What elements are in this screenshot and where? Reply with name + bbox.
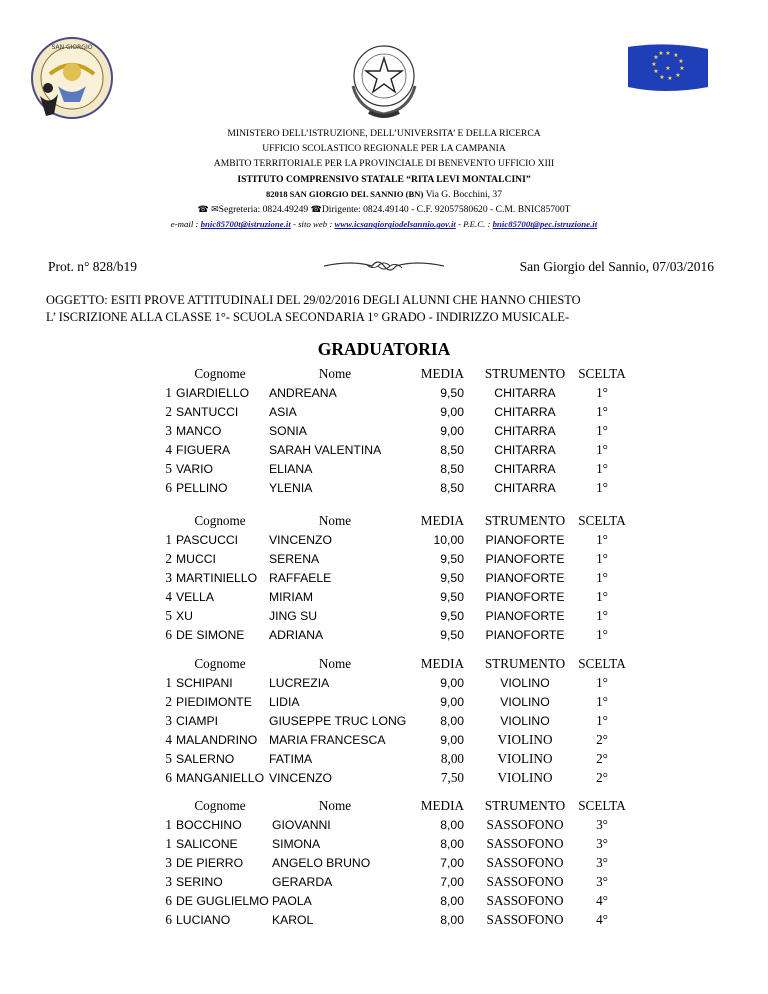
header-cognome: Cognome — [194, 656, 246, 671]
svg-text:★: ★ — [659, 74, 665, 81]
nome: ELIANA — [269, 462, 313, 476]
cognome: DE GUGLIELMO — [176, 894, 269, 908]
rank: 1 — [165, 532, 172, 547]
header-media: MEDIA — [420, 366, 464, 381]
svg-text:★: ★ — [665, 65, 671, 72]
website-link[interactable]: www.icsangiorgiodelsannio.gov.it — [334, 219, 456, 230]
web-label: - sito web : — [290, 219, 335, 230]
rank: 3 — [165, 855, 172, 870]
nome: VINCENZO — [269, 533, 332, 547]
rank: 1 — [165, 836, 172, 851]
protocol-number: Prot. n° 828/b19 — [48, 259, 138, 274]
nome: SARAH VALENTINA — [269, 443, 382, 457]
nome: SIMONA — [272, 837, 321, 851]
table-header — [160, 655, 636, 673]
media: 9,50 — [440, 571, 464, 585]
svg-text:★: ★ — [653, 68, 659, 75]
header-strumento: STRUMENTO — [484, 513, 566, 528]
table-row — [160, 674, 636, 692]
phone-icon: ☎ — [197, 204, 209, 215]
header-scelta: SCELTA — [578, 798, 626, 813]
strumento: CHITARRA — [494, 443, 556, 457]
nome: GIUSEPPE TRUC LONG — [269, 714, 407, 728]
table-row — [160, 712, 636, 730]
nome: KAROL — [272, 913, 314, 927]
email-label: e-mail : — [170, 219, 201, 230]
nome: PAOLA — [272, 894, 312, 908]
rank: 2 — [165, 551, 172, 566]
media: 9,00 — [440, 405, 464, 419]
table-row — [160, 626, 636, 644]
cognome: SERINO — [176, 875, 223, 889]
header-cognome: Cognome — [194, 513, 246, 528]
regional-office-line: UFFICIO SCOLASTICO REGIONALE PER LA CAMPANIA — [262, 143, 506, 155]
scelta: 3° — [596, 874, 608, 889]
secretary-phone: Segreteria: 0824.49249 — [218, 204, 309, 216]
scelta: 1° — [596, 608, 608, 623]
director-phone-codes: Dirigente: 0824.49140 - C.F. 92057580620 - C.M. BNIC85700T — [321, 204, 571, 216]
header-media: MEDIA — [420, 798, 464, 813]
cognome: PIEDIMONTE — [176, 695, 252, 709]
table-row — [160, 854, 636, 872]
ministry-line: MINISTERO DELL’ISTRUZIONE, DELL’UNIVERSITA’ E DELLA RICERCA — [227, 128, 541, 139]
header-nome: Nome — [318, 366, 352, 381]
rank: 5 — [165, 608, 172, 623]
table-row — [160, 441, 636, 459]
school-name: ISTITUTO COMPRENSIVO STATALE “RITA LEVI MONTALCINI” — [237, 173, 531, 185]
rank: 6 — [165, 770, 172, 785]
svg-text:SAN GIORGIO: SAN GIORGIO — [51, 44, 93, 51]
svg-text:★: ★ — [679, 65, 685, 72]
nome: ANGELO BRUNO — [272, 856, 371, 870]
school-city: 82018 SAN GIORGIO DEL SANNIO (BN) — [266, 188, 424, 199]
scelta: 1° — [596, 694, 608, 709]
strumento: PIANOFORTE — [485, 571, 565, 585]
media: 9,00 — [440, 424, 464, 438]
cognome: MARTINIELLO — [176, 571, 258, 585]
svg-text:★: ★ — [653, 54, 659, 61]
table-header — [160, 365, 636, 383]
rank: 1 — [165, 385, 172, 400]
strumento: VIOLINO — [497, 732, 553, 747]
cognome: LUCIANO — [176, 913, 231, 927]
nome: GERARDA — [272, 875, 333, 889]
table-row — [160, 422, 636, 440]
scelta: 3° — [596, 855, 608, 870]
media: 8,00 — [440, 751, 464, 766]
rank: 6 — [165, 627, 172, 642]
pec-label: - P.E.C. : — [455, 219, 493, 230]
media: 9,50 — [440, 609, 464, 623]
media: 7,00 — [440, 875, 464, 889]
scelta: 4° — [596, 912, 608, 927]
cognome: VARIO — [176, 462, 214, 476]
rank: 3 — [165, 423, 172, 438]
phone-icon: ☎ — [310, 204, 322, 215]
scelta: 1° — [596, 570, 608, 585]
nome: MIRIAM — [269, 590, 314, 604]
strumento: CHITARRA — [494, 386, 556, 400]
rank: 3 — [165, 570, 172, 585]
header-scelta: SCELTA — [578, 513, 626, 528]
media: 8,00 — [440, 837, 464, 851]
scelta: 1° — [596, 480, 608, 495]
nome: ASIA — [269, 405, 297, 419]
strumento: SASSOFONO — [486, 893, 564, 908]
school-logo — [30, 36, 114, 120]
strumento: SASSOFONO — [486, 912, 564, 927]
strumento: CHITARRA — [494, 405, 556, 419]
nome: ADRIANA — [269, 628, 324, 642]
header-nome: Nome — [318, 656, 352, 671]
media: 8,00 — [440, 894, 464, 908]
nome: FATIMA — [269, 752, 313, 766]
cognome: VELLA — [176, 590, 214, 604]
media: 9,50 — [440, 628, 464, 642]
fax-icon: ✉ — [211, 204, 219, 215]
media: 9,50 — [440, 552, 464, 566]
svg-text:★: ★ — [675, 72, 681, 79]
subject — [46, 292, 581, 326]
decorative-flourish — [322, 256, 446, 276]
table-row — [160, 569, 636, 587]
strumento: VIOLINO — [500, 676, 550, 690]
rank: 6 — [165, 480, 172, 495]
nome: ANDREANA — [269, 386, 337, 400]
table-row — [160, 550, 636, 568]
nome: LIDIA — [269, 695, 300, 709]
scelta: 1° — [596, 385, 608, 400]
media: 9,00 — [440, 676, 464, 690]
nome: YLENIA — [269, 481, 313, 495]
header-media: MEDIA — [420, 656, 464, 671]
header-cognome: Cognome — [194, 798, 246, 813]
cognome: PELLINO — [176, 481, 228, 495]
strumento: PIANOFORTE — [485, 590, 565, 604]
media: 8,00 — [440, 818, 464, 832]
media: 9,00 — [440, 695, 464, 709]
strumento: SASSOFONO — [486, 817, 564, 832]
cognome: MUCCI — [176, 552, 216, 566]
email-link[interactable]: bnic85700t@istruzione.it — [200, 219, 291, 230]
svg-text:★: ★ — [667, 75, 673, 82]
rank: 4 — [165, 589, 172, 604]
scelta: 2° — [596, 732, 608, 747]
cognome: FIGUERA — [176, 443, 231, 457]
nome: RAFFAELE — [269, 571, 332, 585]
nome: SONIA — [269, 424, 307, 438]
territorial-office-line: AMBITO TERRITORIALE PER LA PROVINCIALE DI BENEVENTO UFFICIO XIII — [213, 158, 555, 170]
strumento: PIANOFORTE — [485, 609, 565, 623]
rank: 5 — [165, 751, 172, 766]
svg-text:★: ★ — [678, 58, 684, 65]
cognome: MALANDRINO — [176, 733, 258, 747]
strumento: SASSOFONO — [486, 874, 564, 889]
table-row — [160, 750, 636, 768]
subject-line-1: OGGETTO: ESITI PROVE ATTITUDINALI DEL 29/02/2016 DEGLI ALUNNI CHE HANNO CHIESTO — [46, 293, 581, 307]
scelta: 1° — [596, 627, 608, 642]
scelta: 1° — [596, 551, 608, 566]
italian-republic-emblem — [339, 34, 429, 124]
table-row — [160, 911, 636, 929]
media: 8,50 — [440, 481, 464, 495]
rank: 3 — [165, 713, 172, 728]
cognome: PASCUCCI — [176, 533, 239, 547]
cognome: SCHIPANI — [176, 676, 233, 690]
media: 7,00 — [440, 856, 464, 870]
rank: 1 — [165, 817, 172, 832]
header-media: MEDIA — [420, 513, 464, 528]
cognome: MANCO — [176, 424, 222, 438]
table-row — [160, 384, 636, 402]
media: 7,50 — [440, 770, 464, 785]
scelta: 1° — [596, 675, 608, 690]
table-row — [160, 835, 636, 853]
rank: 2 — [165, 694, 172, 709]
svg-text:★: ★ — [665, 50, 671, 57]
rank: 6 — [165, 893, 172, 908]
rank: 1 — [165, 675, 172, 690]
cognome: DE PIERRO — [176, 856, 244, 870]
header-strumento: STRUMENTO — [484, 656, 566, 671]
rank: 5 — [165, 461, 172, 476]
cognome: CIAMPI — [176, 714, 218, 728]
rank: 6 — [165, 912, 172, 927]
nome: GIOVANNI — [272, 818, 331, 832]
scelta: 4° — [596, 893, 608, 908]
nome: MARIA FRANCESCA — [269, 733, 386, 747]
scelta: 3° — [596, 817, 608, 832]
strumento: SASSOFONO — [486, 855, 564, 870]
table-row — [160, 607, 636, 625]
strumento: PIANOFORTE — [485, 552, 565, 566]
table-row — [160, 693, 636, 711]
nome: JING SU — [269, 609, 318, 623]
table-row — [160, 531, 636, 549]
table-row — [160, 816, 636, 834]
nome: SERENA — [269, 552, 320, 566]
media: 9,50 — [440, 590, 464, 604]
strumento: PIANOFORTE — [485, 628, 565, 642]
rank: 2 — [165, 404, 172, 419]
scelta: 2° — [596, 770, 608, 785]
cognome: SALERNO — [176, 752, 235, 766]
page-title: GRADUATORIA — [317, 339, 451, 359]
header-strumento: STRUMENTO — [484, 366, 566, 381]
strumento: CHITARRA — [494, 424, 556, 438]
school-address: Via G. Bocchini, 37 — [423, 188, 502, 200]
header-strumento: STRUMENTO — [484, 798, 566, 813]
scelta: 1° — [596, 442, 608, 457]
nome: VINCENZO — [269, 771, 332, 785]
strumento: VIOLINO — [497, 751, 553, 766]
subject-line-2: L’ ISCRIZIONE ALLA CLASSE 1°- SCUOLA SECONDARIA 1° GRADO - INDIRIZZO MUSICALE- — [46, 310, 570, 324]
table-row — [160, 479, 636, 497]
header-nome: Nome — [318, 513, 352, 528]
place-date: San Giorgio del Sannio, 07/03/2016 — [519, 259, 714, 274]
cognome: MANGANIELLO — [176, 771, 265, 785]
scelta: 1° — [596, 423, 608, 438]
table-header — [160, 512, 636, 530]
cognome: GIARDIELLO — [176, 386, 250, 400]
header-scelta: SCELTA — [578, 656, 626, 671]
scelta: 2° — [596, 751, 608, 766]
strumento: VIOLINO — [497, 770, 553, 785]
table-row — [160, 588, 636, 606]
media: 8,50 — [440, 462, 464, 476]
header-cognome: Cognome — [194, 366, 246, 381]
media: 8,00 — [440, 714, 464, 728]
media: 9,50 — [440, 386, 464, 400]
rank: 4 — [165, 442, 172, 457]
strumento: VIOLINO — [500, 695, 550, 709]
table-row — [160, 769, 636, 787]
table-row — [160, 731, 636, 749]
media: 8,50 — [440, 443, 464, 457]
media: 9,00 — [440, 733, 464, 747]
cognome: BOCCHINO — [176, 818, 242, 832]
cognome: XU — [176, 609, 193, 623]
table-header — [160, 797, 636, 815]
scelta: 3° — [596, 836, 608, 851]
media: 10,00 — [433, 533, 464, 547]
pec-link[interactable]: bnic85700t@pec.istruzione.it — [492, 219, 598, 230]
table-row — [160, 873, 636, 891]
strumento: CHITARRA — [494, 481, 556, 495]
scelta: 1° — [596, 532, 608, 547]
rank: 3 — [165, 874, 172, 889]
nome: LUCREZIA — [269, 676, 330, 690]
svg-text:★: ★ — [658, 50, 664, 57]
table-row — [160, 403, 636, 421]
cognome: SANTUCCI — [176, 405, 239, 419]
strumento: PIANOFORTE — [485, 533, 565, 547]
cognome: DE SIMONE — [176, 628, 245, 642]
scelta: 1° — [596, 713, 608, 728]
table-row — [160, 892, 636, 910]
letterhead — [0, 126, 768, 232]
rank: 4 — [165, 732, 172, 747]
scelta: 1° — [596, 461, 608, 476]
scelta: 1° — [596, 589, 608, 604]
media: 8,00 — [440, 913, 464, 927]
strumento: VIOLINO — [500, 714, 550, 728]
header-scelta: SCELTA — [578, 366, 626, 381]
svg-text:★: ★ — [673, 52, 679, 59]
strumento: CHITARRA — [494, 462, 556, 476]
eu-flag — [626, 43, 710, 91]
strumento: SASSOFONO — [486, 836, 564, 851]
header-nome: Nome — [318, 798, 352, 813]
cognome: SALICONE — [176, 837, 238, 851]
scelta: 1° — [596, 404, 608, 419]
svg-text:★: ★ — [651, 61, 657, 68]
table-row — [160, 460, 636, 478]
